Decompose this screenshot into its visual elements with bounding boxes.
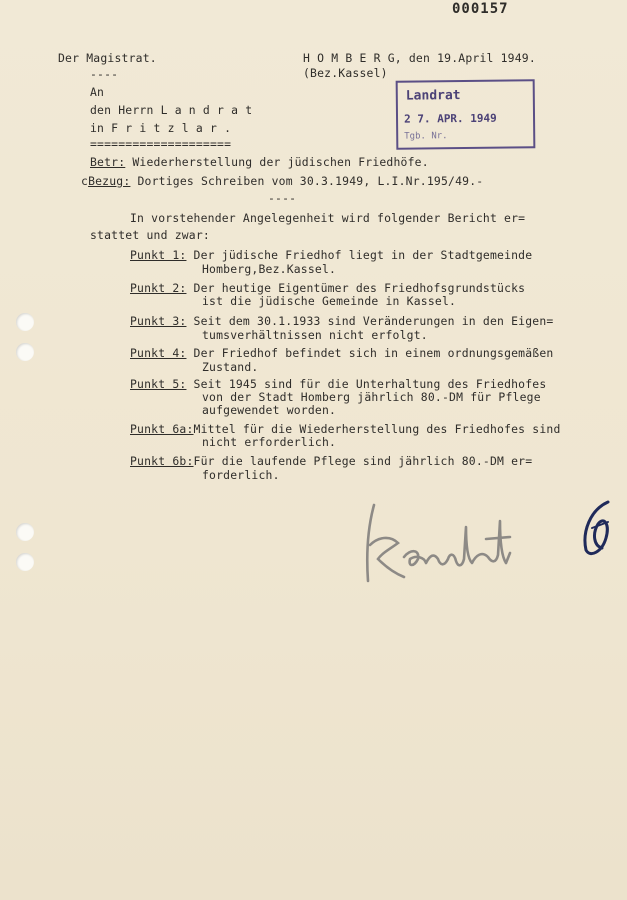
- stamp-line: Tgb. Nr.: [404, 131, 448, 142]
- point-1-line-2: Homberg,Bez.Kassel.: [202, 262, 337, 276]
- point-2: [130, 281, 525, 295]
- sender: Der Magistrat.: [58, 51, 157, 65]
- reference-line: [81, 174, 483, 188]
- recipient-line-3: in F r i t z l a r .: [90, 121, 232, 135]
- point-label: Punkt 4:: [130, 346, 187, 360]
- point-5-line-3: aufgewendet worden.: [202, 403, 337, 417]
- subject-text: Wiederherstellung der jüdischen Friedhöfe.: [125, 155, 429, 169]
- recipient-line-2: den Herrn L a n d r a t: [90, 103, 253, 117]
- place-date: H O M B E R G, den 19.April 1949.: [303, 51, 536, 65]
- subject-label: Betr:: [90, 155, 126, 169]
- point-text: Seit 1945 sind für die Unterhaltung des Friedhofes: [186, 377, 547, 391]
- point-2-line-2: ist die jüdische Gemeinde in Kassel.: [202, 294, 457, 308]
- point-text: Der jüdische Friedhof liegt in der Stadtgemeinde: [186, 248, 533, 262]
- point-label: Punkt 6b:: [130, 454, 194, 468]
- point-4: [130, 346, 553, 360]
- punch-hole: [16, 313, 34, 331]
- stamp-office: Landrat: [405, 88, 461, 104]
- intro-line-2: stattet und zwar:: [90, 228, 210, 242]
- intro-line-1: In vorstehender Angelegenheit wird folgender Bericht er=: [130, 211, 526, 225]
- stamp-date: 2 7. APR. 1949: [403, 111, 497, 126]
- point-label: Punkt 6a:: [130, 422, 194, 436]
- point-text: Mittel für die Wiederherstellung des Friedhofes sind: [193, 422, 561, 436]
- recipient-line-1: An: [90, 85, 105, 99]
- point-4-line-2: Zustand.: [202, 360, 259, 374]
- punch-hole: [16, 523, 34, 541]
- point-text: Der heutige Eigentümer des Friedhofsgrundstücks: [186, 281, 526, 295]
- point-label: Punkt 5:: [130, 377, 187, 391]
- paraph-mark: [578, 498, 618, 558]
- point-text: Der Friedhof befindet sich in einem ordnungsgemäßen: [186, 346, 554, 360]
- point-text: Seit dem 30.1.1933 sind Veränderungen in den Eigen=: [186, 314, 554, 328]
- divider: ----: [268, 191, 297, 205]
- subject-line: [90, 155, 429, 169]
- reference-prefix: c: [81, 174, 89, 188]
- punch-hole: [16, 343, 34, 361]
- point-label: Punkt 1:: [130, 248, 187, 262]
- point-3: [130, 314, 553, 328]
- reference-text: Dortiges Schreiben vom 30.3.1949, L.I.Nr.195/49.-: [130, 174, 484, 188]
- point-5-line-2: von der Stadt Homberg jährlich 80.-DM für Pflege: [202, 390, 541, 404]
- point-6b-line-2: forderlich.: [202, 468, 280, 482]
- received-stamp: [396, 79, 536, 149]
- point-text: Für die laufende Pflege sind jährlich 80.-DM er=: [193, 454, 533, 468]
- point-label: Punkt 3:: [130, 314, 187, 328]
- document-number: 000157: [452, 1, 509, 17]
- place-note: (Bez.Kassel): [303, 66, 388, 80]
- point-6a-line-2: nicht erforderlich.: [202, 435, 337, 449]
- point-6a: [130, 422, 561, 436]
- handwritten-signature: [360, 497, 540, 587]
- punch-hole: [16, 553, 34, 571]
- sender-rule: ----: [90, 67, 119, 81]
- point-label: Punkt 2:: [130, 281, 187, 295]
- reference-label: Bezug:: [88, 174, 131, 188]
- point-1: [130, 248, 532, 262]
- point-3-line-2: tumsverhältnissen nicht erfolgt.: [202, 328, 428, 342]
- point-5: [130, 377, 546, 391]
- recipient-rule: ====================: [90, 137, 232, 151]
- point-6b: [130, 454, 532, 468]
